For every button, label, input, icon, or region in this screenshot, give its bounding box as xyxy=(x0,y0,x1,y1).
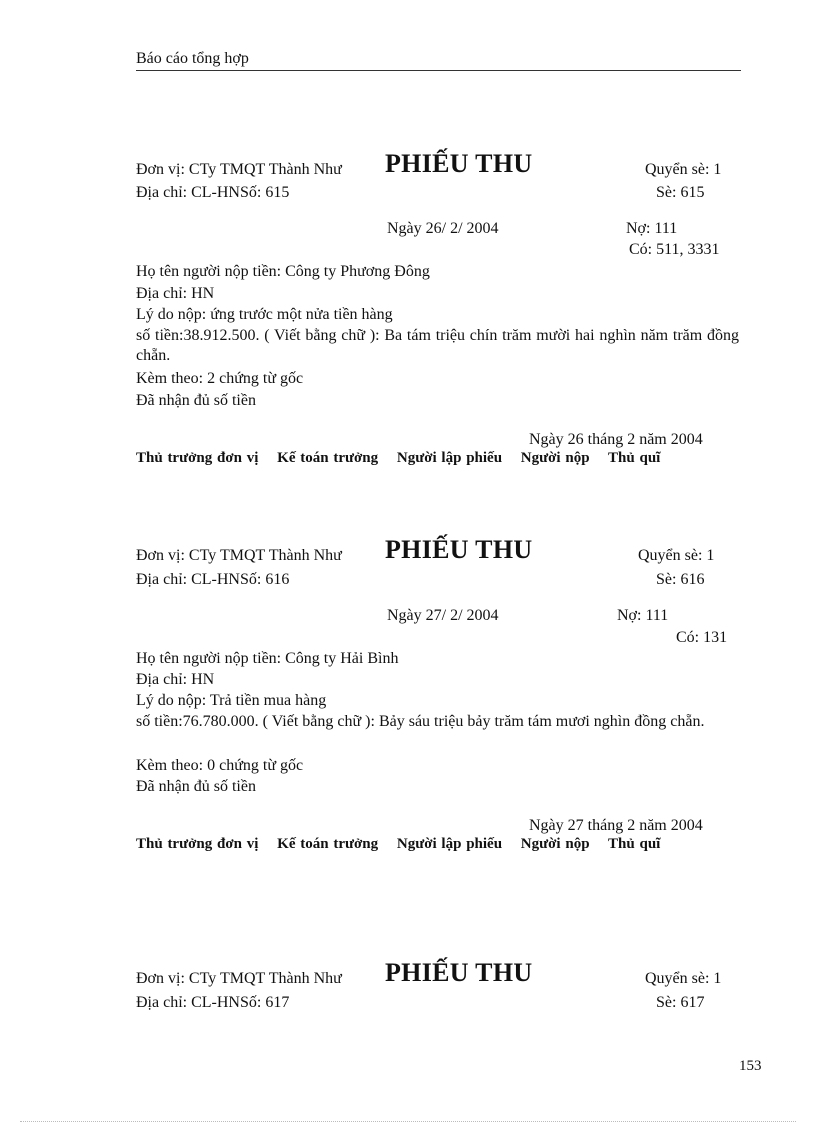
payer-name: Họ tên người nộp tiền: Công ty Phương Đông xyxy=(136,263,430,280)
receipt-title: PHIẾU THU xyxy=(385,149,533,178)
receipt-title: PHIẾU THU xyxy=(385,535,533,564)
receipt-address: Địa chỉ: CL-HNSố: 615 xyxy=(136,184,290,201)
receipt-number: Sè: 615 xyxy=(656,184,705,201)
receipt-unit: Đơn vị: CTy TMQT Thành Như xyxy=(136,161,342,178)
sign-date: Ngày 27 tháng 2 năm 2004 xyxy=(529,817,703,834)
page-number: 153 xyxy=(739,1058,762,1074)
signature-preparer: Người lập phiếu xyxy=(396,836,503,852)
signature-cashier: Thủ quĩ xyxy=(608,450,661,466)
signature-preparer: Người lập phiếu xyxy=(396,450,503,466)
receipt-address: Địa chỉ: CL-HNSố: 616 xyxy=(136,571,290,588)
payment-amount: số tiền:38.912.500. ( Viết bằng chữ ): Ba tám triệu chín trăm mười hai nghìn năm trăm đồng chẵn. xyxy=(136,327,739,364)
payment-reason: Lý do nộp: Trả tiền mua hàng xyxy=(136,692,327,709)
amount-received: Đã nhận đủ số tiền xyxy=(136,392,256,409)
signature-chief-accountant: Kế toán trưởng xyxy=(277,836,379,852)
receipt-debit: Nợ: 111 xyxy=(617,607,669,624)
payer-name: Họ tên người nộp tiền: Công ty Hải Bình xyxy=(136,650,399,667)
signature-row xyxy=(136,450,674,467)
signature-payer: Người nộp xyxy=(520,450,590,466)
amount-received: Đã nhận đủ số tiền xyxy=(136,778,256,795)
signature-director: Thủ trưởng đơn vị xyxy=(136,836,259,852)
payer-address: Địa chỉ: HN xyxy=(136,285,215,302)
page-bottom-border xyxy=(20,1121,796,1122)
attachments: Kèm theo: 0 chứng từ gốc xyxy=(136,757,304,774)
receipt-debit: Nợ: 111 xyxy=(626,220,678,237)
receipt-title: PHIẾU THU xyxy=(385,958,533,987)
signature-payer: Người nộp xyxy=(520,836,590,852)
signature-row xyxy=(136,836,674,853)
receipt-credit: Có: 131 xyxy=(676,629,728,646)
signature-chief-accountant: Kế toán trưởng xyxy=(277,450,379,466)
signature-cashier: Thủ quĩ xyxy=(608,836,661,852)
header-divider xyxy=(136,70,741,71)
receipt-number: Sè: 616 xyxy=(656,571,705,588)
receipt-book-number: Quyển sè: 1 xyxy=(645,970,722,987)
payment-reason: Lý do nộp: ứng trước một nửa tiền hàng xyxy=(136,306,393,323)
receipt-address: Địa chỉ: CL-HNSố: 617 xyxy=(136,994,290,1011)
receipt-date: Ngày 26/ 2/ 2004 xyxy=(387,220,499,237)
receipt-number: Sè: 617 xyxy=(656,994,705,1011)
signature-director: Thủ trưởng đơn vị xyxy=(136,450,259,466)
receipt-credit: Có: 511, 3331 xyxy=(629,241,720,258)
report-header-title: Báo cáo tổng hợp xyxy=(136,50,249,67)
receipt-book-number: Quyển sè: 1 xyxy=(645,161,722,178)
receipt-unit: Đơn vị: CTy TMQT Thành Như xyxy=(136,970,342,987)
payer-address: Địa chỉ: HN xyxy=(136,671,215,688)
receipt-date: Ngày 27/ 2/ 2004 xyxy=(387,607,499,624)
receipt-unit: Đơn vị: CTy TMQT Thành Như xyxy=(136,547,342,564)
attachments: Kèm theo: 2 chứng từ gốc xyxy=(136,370,304,387)
receipt-book-number: Quyển sè: 1 xyxy=(638,547,715,564)
payment-amount: số tiền:76.780.000. ( Viết bằng chữ ): Bảy sáu triệu bảy trăm tám mươi nghìn đồng chẵn. xyxy=(136,713,705,730)
sign-date: Ngày 26 tháng 2 năm 2004 xyxy=(529,431,703,448)
